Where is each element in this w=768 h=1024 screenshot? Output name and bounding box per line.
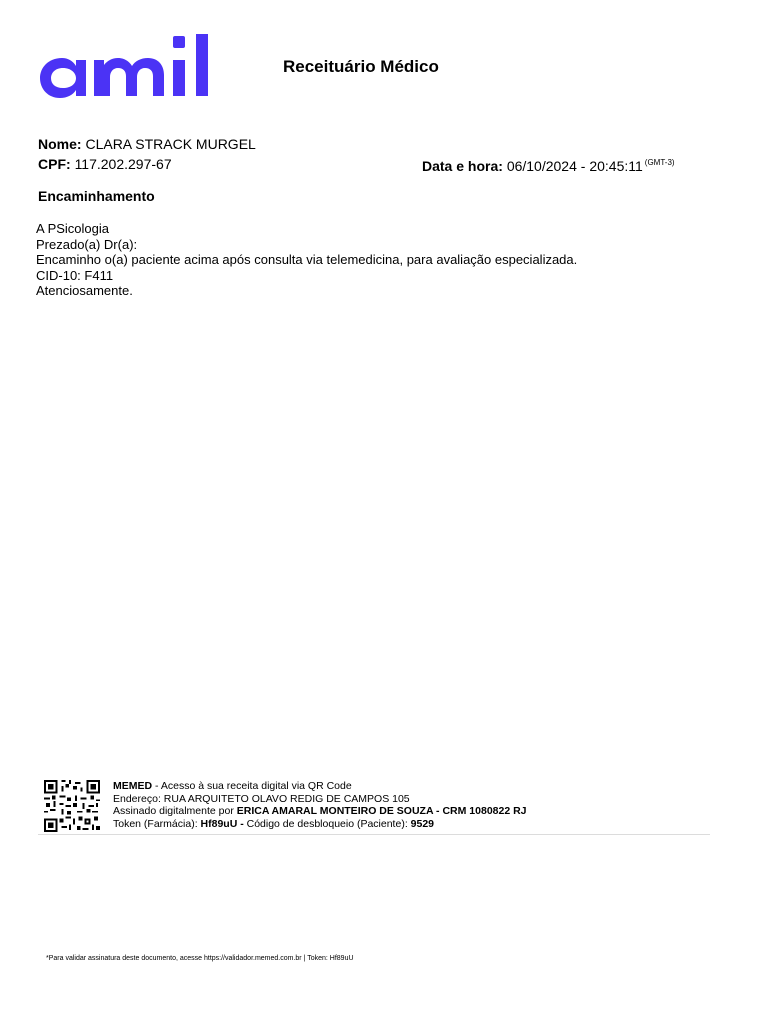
- body-line: Atenciosamente.: [36, 283, 133, 298]
- datetime-label: Data e hora:: [422, 158, 503, 174]
- qr-code[interactable]: [44, 780, 100, 832]
- signed-label: Assinado digitalmente por: [113, 805, 237, 817]
- patient-cpf-field: [38, 156, 172, 172]
- memed-text: - Acesso à sua receita digital via QR Code: [152, 780, 352, 792]
- datetime-value: 06/10/2024 - 20:45:11: [506, 158, 643, 174]
- memed-line: [113, 780, 527, 793]
- patient-name-value: CLARA STRACK MURGEL: [85, 136, 256, 152]
- token-label: Token (Farmácia):: [113, 817, 201, 830]
- unlock-value: 9529: [410, 817, 435, 830]
- datetime-field: [422, 158, 675, 174]
- amil-logo: [36, 30, 256, 102]
- page-title: Receituário Médico: [283, 57, 439, 76]
- timezone-label: (GMT-3): [644, 158, 675, 168]
- memed-label: MEMED: [113, 780, 153, 792]
- address-line: [113, 793, 527, 806]
- patient-name-field: [38, 136, 256, 152]
- validation-note: *Para validar assinatura deste documento, acesse https://validador.memed.com.br | Token: Hf89uU: [46, 955, 354, 962]
- memed-info: [113, 780, 527, 830]
- body-line: CID-10: F411: [36, 267, 114, 283]
- unlock-label: Código de desbloqueio (Paciente):: [243, 817, 411, 830]
- token-value: Hf89uU -: [200, 817, 244, 830]
- address-value: RUA ARQUITETO OLAVO REDIG DE CAMPOS 105: [163, 792, 410, 805]
- patient-name-label: Nome:: [38, 136, 82, 152]
- referral-body: [36, 221, 577, 299]
- signed-line: [113, 805, 527, 818]
- patient-cpf-value: 117.202.297-67: [74, 156, 172, 172]
- body-line: A PSicologia: [36, 221, 109, 236]
- token-line: [113, 818, 527, 831]
- body-line: Prezado(a) Dr(a):: [36, 236, 138, 252]
- address-label: Endereço:: [113, 792, 164, 805]
- body-line: Encaminho o(a) paciente acima após consulta via telemedicina, para avaliação especializada.: [36, 252, 578, 267]
- signer-value: ERICA AMARAL MONTEIRO DE SOUZA - CRM 1080822 RJ: [236, 805, 527, 817]
- footer-divider: [38, 834, 710, 835]
- patient-cpf-label: CPF:: [38, 156, 71, 172]
- section-title: Encaminhamento: [38, 188, 155, 204]
